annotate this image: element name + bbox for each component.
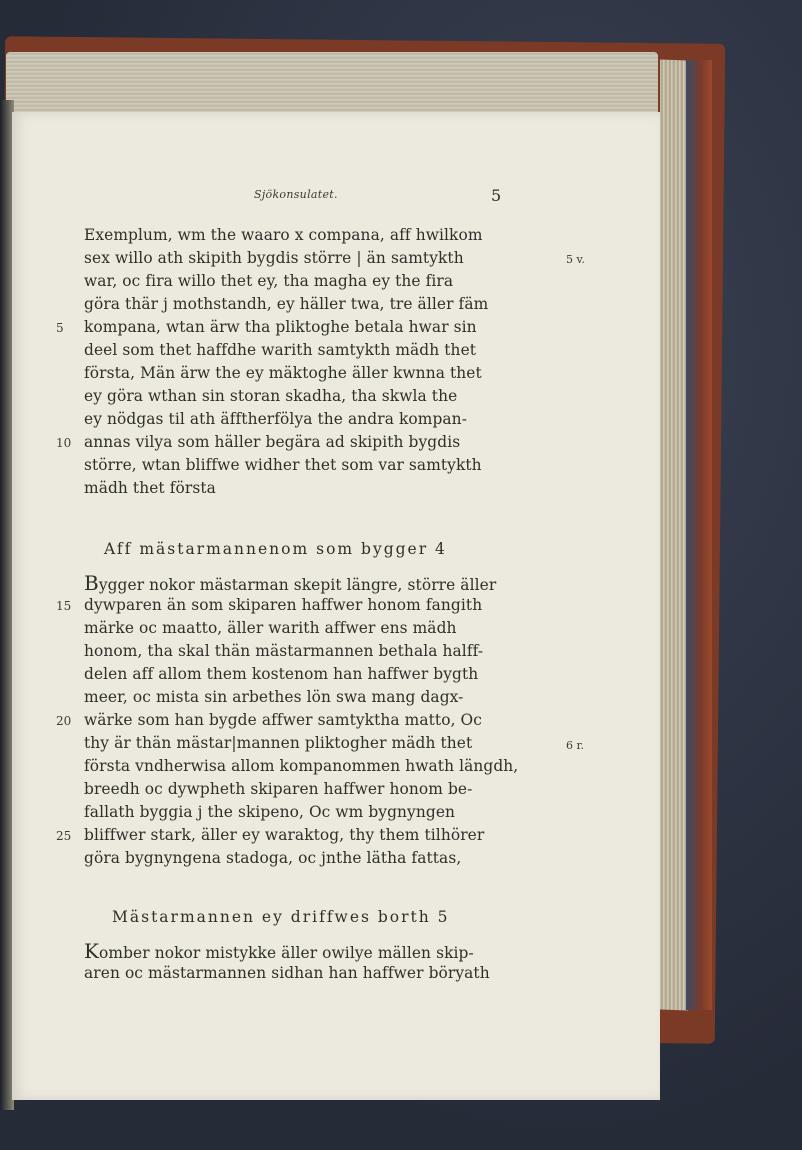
text-line: kompana, wtan ärw tha pliktoghe betala hwar sin — [84, 318, 477, 336]
line-number: 25 — [56, 829, 72, 843]
text-line: större, wtan bliffwe widher thet som var samtykth — [84, 456, 482, 474]
section-heading: Aff mästarmannenom som bygger 4 — [104, 540, 447, 558]
text-line: aren oc mästarmannen sidhan han haffwer böryath — [84, 964, 490, 982]
line-number: 20 — [56, 714, 72, 728]
text-line — [84, 939, 474, 963]
text-line: göra bygnyngena stadoga, oc jnthe lätha fattas, — [84, 849, 462, 867]
text-line: thy är thän mästar|mannen pliktogher mädh thet — [84, 734, 473, 752]
text-line-rest: ygger nokor mästarman skepit längre, större äller — [98, 576, 497, 594]
text-line-rest: omber nokor mistykke äller owilye mällen skip- — [99, 944, 474, 962]
text-line: fallath byggia j the skipeno, Oc wm bygnyngen — [84, 803, 456, 821]
text-line: wärke som han bygde affwer samtyktha matto, Oc — [84, 711, 482, 729]
line-number: 5 — [56, 321, 64, 335]
text-line: deel som thet haffdhe warith samtykth mädh thet — [84, 341, 477, 359]
margin-note: 5 v. — [566, 253, 585, 266]
text-line: honom, tha skal thän mästarmannen bethala halff- — [84, 642, 484, 660]
text-line: första, Män ärw the ey mäktoghe äller kwnna thet — [84, 364, 482, 382]
text-line: war, oc fira willo thet ey, tha magha ey the fira — [84, 272, 454, 290]
page-stack-top-edge — [6, 52, 658, 114]
text-line: delen aff allom them kostenom han haffwer bygth — [84, 665, 479, 683]
text-line: meer, oc mista sin arbethes lön swa mang dagx- — [84, 688, 464, 706]
section-heading: Mästarmannen ey driffwes borth 5 — [112, 908, 450, 926]
page-number: 5 — [491, 186, 502, 205]
text-line: bliffwer stark, äller ey waraktog, thy them tilhörer — [84, 826, 485, 844]
text-line: breedh oc dywpheth skiparen haffwer honom be- — [84, 780, 473, 798]
text-line: Exemplum, wm the waaro x compana, aff hwilkom — [84, 226, 483, 244]
text-line: mädh thet första — [84, 479, 216, 497]
drop-cap: K — [84, 939, 100, 963]
text-line — [84, 571, 496, 595]
running-head-title: Sjökonsulatet. — [254, 188, 338, 201]
margin-note: 6 r. — [566, 739, 585, 752]
text-line: ey göra wthan sin storan skadha, tha skwla the — [84, 387, 458, 405]
line-number: 10 — [56, 436, 72, 450]
text-line: annas vilya som häller begära ad skipith bygdis — [84, 433, 461, 451]
line-number: 15 — [56, 599, 72, 613]
running-head — [0, 188, 802, 208]
text-line: dywparen än som skiparen haffwer honom fangith — [84, 596, 483, 614]
text-line: sex willo ath skipith bygdis större | än samtykth — [84, 249, 464, 267]
text-line: göra thär j mothstandh, ey häller twa, tre äller fäm — [84, 295, 489, 313]
text-line: första vndherwisa allom kompanommen hwath längdh, — [84, 757, 519, 775]
text-line: ey nödgas til ath äfftherfölya the andra kompan- — [84, 410, 467, 428]
text-line: märke oc maatto, äller warith affwer ens mädh — [84, 619, 457, 637]
drop-cap: B — [84, 571, 99, 595]
